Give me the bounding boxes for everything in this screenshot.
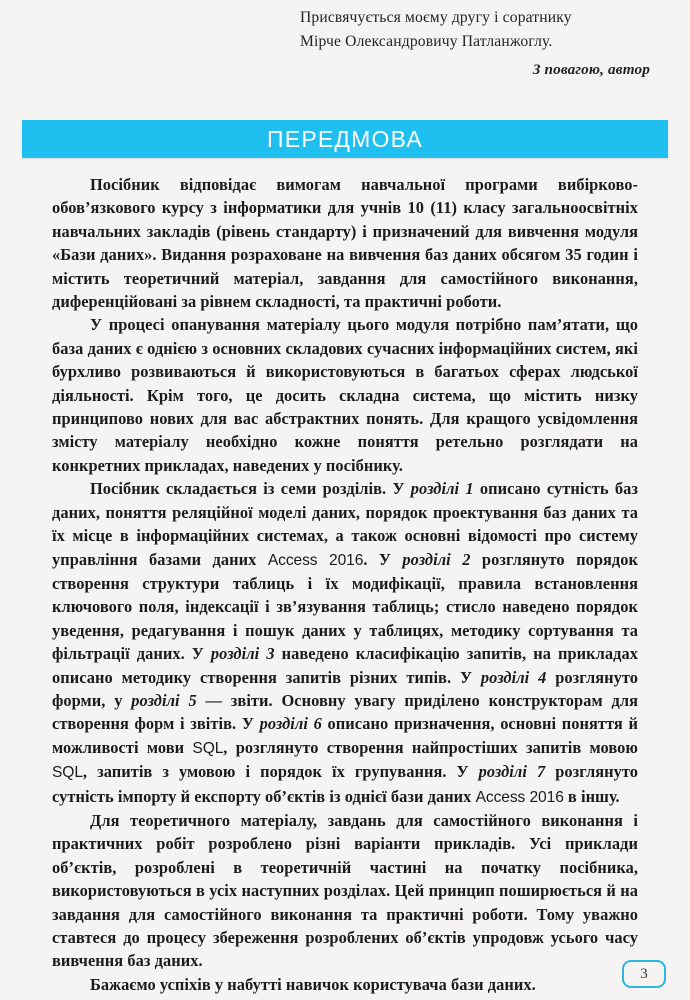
page-number-value: 3 (640, 965, 648, 982)
paragraph-3 (52, 477, 638, 809)
chapter-reference: розділі 3 (210, 644, 275, 664)
chapter-reference: розділі 7 (478, 762, 546, 782)
paragraph-2: У процесі опанування матеріалу цього модуля потрібно пам’ятати, що база даних є однією з основних складових сучасних інформаційних систем, які бурхливо розвиваються й використовуються в багатьох сферах людської діяльності. Крім того, це досить складна система, що містить низку принципово нових для вас абстрактних понять. Для кращого усвідомлення змісту матеріалу необхідно кожне поняття ретельно розглядати на конкретних прикладах, наведених у посібнику. (52, 315, 638, 475)
text-run: розглянуто сутність імпорту й експорту об’єктів із однієї бази даних (52, 762, 639, 806)
text-run: розглянуто форми, у (52, 667, 638, 710)
text-run: наведено класифікацію запитів, на прикладах описано методику створення запитів різних типів. У (52, 644, 638, 687)
page-title: ПЕРЕДМОВА (267, 125, 423, 152)
chapter-reference: розділі 6 (259, 714, 322, 734)
paragraph-4: Для теоретичного матеріалу, завдань для самостійного виконання і практичних робіт розроблено різні варіанти прикладів. Усі приклади об’єктів, розроблені в теоретичній частині на початку посібника, використовуються в усіх наступних розділах. Цей принцип поширюється й на завдання для самостійного виконання та практичні роботи. Тому уважно ставтеся до процесу збереження розроблених об’єктів упродовж усього часу вивчення баз даних. (52, 810, 638, 971)
text-run: описано призначення, основні поняття й можливості мови (52, 714, 638, 757)
chapter-reference: розділі 4 (480, 667, 547, 687)
text-run: описано сутність баз даних, поняття реляційної моделі даних, порядок проектування баз даних та їх місце в інформаційних системах, а також основні відомості про систему управління базами даних (52, 479, 638, 569)
text-run: — звіти. Основну увагу приділено конструкторам для створення форм і звітів. У (52, 690, 638, 734)
dedication-line-2: Мірче Олександровичу Патланжоглу. (300, 33, 553, 50)
section-banner (22, 120, 668, 158)
page-number-badge (622, 960, 666, 988)
text-run: , розглянуто створення найпростіших запитів мовою (223, 737, 638, 757)
text-run: в іншу. (563, 786, 620, 806)
product-name: Access 2016 (267, 551, 364, 569)
text-run: Посібник складається із семи розділів. У (90, 479, 411, 499)
chapter-reference: розділі 5 (131, 690, 197, 710)
chapter-reference: розділі 2 (402, 549, 471, 569)
text-run: , запитів з умовою і порядок їх групування. У (82, 762, 479, 782)
text-run: розглянуто порядок створення структури таблиць і їх модифікації, правила встановлення ключового поля, індексації і зв’язування таблиць; стисло наведено порядок уведення, редагування і пошук даних у таблицях, методику сортування та фільтрації даних. У (52, 549, 638, 664)
dedication-signature: З повагою, автор (532, 61, 650, 78)
body-text (52, 173, 638, 996)
dedication-line-1: Присвячується моєму другу і соратнику (300, 9, 572, 26)
dedication-block (300, 6, 650, 82)
product-name: Access 2016 (475, 788, 564, 806)
product-name: SQL (192, 739, 224, 757)
paragraph-5: Бажаємо успіхів у набутті навичок користувача бази даних. (90, 974, 536, 994)
chapter-reference: розділі 1 (410, 479, 474, 499)
product-name: SQL (52, 764, 83, 782)
text-run: . У (363, 549, 403, 569)
paragraph-1: Посібник відповідає вимогам навчальної програми вибірково-обов’язкового курсу з інформатики для учнів 10 (11) класу загальноосвітніх навчальних закладів (рівень стандарту) і призначений для вивчення модуля «Бази даних». Видання розраховане на вивчення баз даних обсягом 35 годин і містить теоретичний матеріал, завдання для самостійного виконання, диференційовані за рівнем складності, та практичні роботи. (52, 175, 638, 312)
